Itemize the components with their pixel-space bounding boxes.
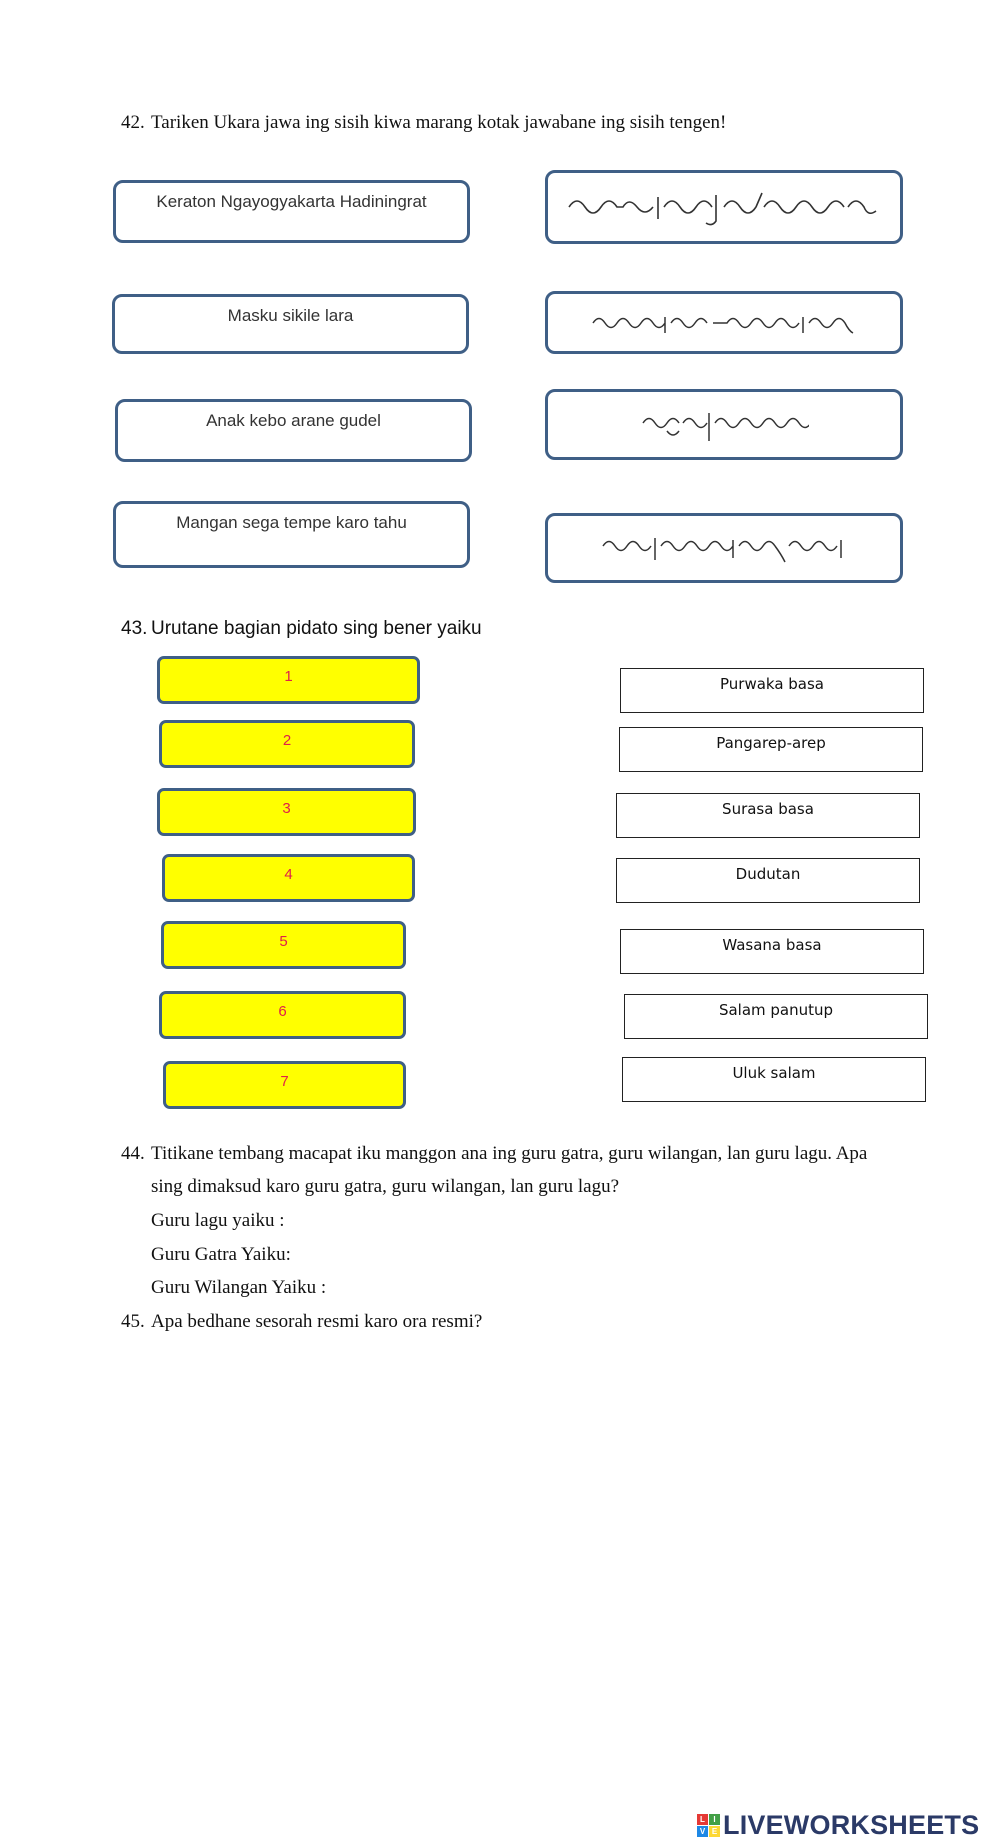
match-left-3[interactable]: Anak kebo arane gudel [115, 399, 472, 462]
order-option-2[interactable]: Pangarep-arep [619, 727, 923, 772]
answer-label-guru-wilangan: Guru Wilangan Yaiku : [151, 1277, 327, 1298]
order-option-1[interactable]: Purwaka basa [620, 668, 924, 713]
javanese-script-icon [599, 530, 849, 566]
order-slot-2[interactable]: 2 [159, 720, 415, 768]
match-right-2[interactable] [545, 291, 903, 354]
question-44-text-line2: sing dimaksud karo guru gatra, guru wilangan, lan guru lagu? [151, 1176, 620, 1197]
liveworksheets-brand: LIVEWORKSHEETS [723, 1810, 980, 1840]
match-left-1[interactable]: Keraton Ngayogyakarta Hadiningrat [113, 180, 470, 243]
match-right-3[interactable] [545, 389, 903, 460]
match-left-4[interactable]: Mangan sega tempe karo tahu [113, 501, 470, 568]
question-45-text: Apa bedhane sesorah resmi karo ora resmi? [151, 1311, 483, 1332]
javanese-script-icon [589, 307, 859, 339]
order-option-6[interactable]: Salam panutup [624, 994, 928, 1039]
order-slot-1[interactable]: 1 [157, 656, 420, 704]
order-option-3[interactable]: Surasa basa [616, 793, 920, 838]
answer-label-guru-lagu: Guru lagu yaiku : [151, 1210, 285, 1231]
javanese-script-icon [564, 187, 884, 227]
order-option-4[interactable]: Dudutan [616, 858, 920, 903]
liveworksheets-logo-icon: L I V E [697, 1814, 720, 1837]
question-43-number: 43. [121, 618, 148, 639]
liveworksheets-logo[interactable] [697, 1810, 979, 1841]
javanese-script-icon [639, 405, 809, 445]
order-slot-6[interactable]: 6 [159, 991, 406, 1039]
question-42-text: Tariken Ukara jawa ing sisih kiwa marang kotak jawabane ing sisih tengen! [151, 112, 727, 133]
question-42-number: 42. [121, 112, 145, 133]
question-44-text-line1: Titikane tembang macapat iku manggon ana ing guru gatra, guru wilangan, lan guru lagu. Apa [151, 1143, 868, 1164]
question-44-number: 44. [121, 1143, 145, 1164]
match-left-2[interactable]: Masku sikile lara [112, 294, 469, 354]
question-43-text: Urutane bagian pidato sing bener yaiku [151, 618, 482, 639]
order-slot-4[interactable]: 4 [162, 854, 415, 902]
order-option-5[interactable]: Wasana basa [620, 929, 924, 974]
order-option-7[interactable]: Uluk salam [622, 1057, 926, 1102]
order-slot-5[interactable]: 5 [161, 921, 406, 969]
order-slot-7[interactable]: 7 [163, 1061, 406, 1109]
match-right-1[interactable] [545, 170, 903, 244]
order-slot-3[interactable]: 3 [157, 788, 416, 836]
match-right-4[interactable] [545, 513, 903, 583]
question-42 [121, 112, 145, 134]
answer-label-guru-gatra: Guru Gatra Yaiku: [151, 1244, 291, 1265]
question-45-number: 45. [121, 1311, 145, 1332]
